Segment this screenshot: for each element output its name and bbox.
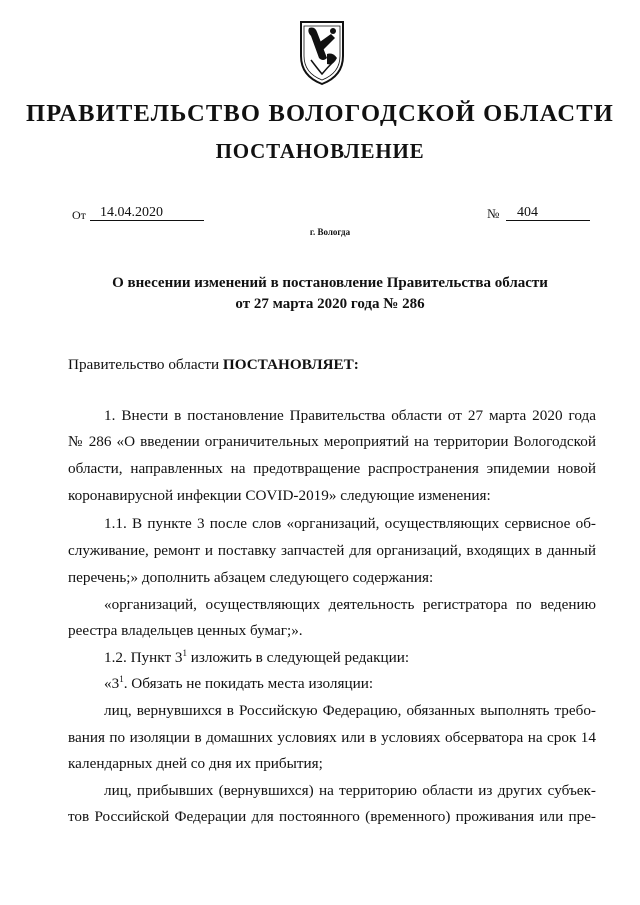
superscript: 1 (119, 674, 124, 684)
resolves-prefix: Правительство области (68, 356, 220, 373)
item-3-1-rest: . Обязать не покидать места изоляции: (123, 675, 374, 692)
body-line: лиц, прибывших (вернувшихся) на территорию области из других субъек- (104, 782, 596, 799)
body-line: лиц, вернувшихся в Российскую Федерацию, обязанных выполнять требо- (104, 702, 596, 719)
number-label: № (487, 206, 500, 221)
body-line: тов Российской Федерации для постоянного (временного) проживания или пре- (68, 808, 596, 825)
subject-line-2: от 27 марта 2020 года № 286 (235, 296, 425, 312)
body-line: 1.1. В пункте 3 после слов «организаций, осуществляющих сервисное об- (104, 515, 596, 532)
body-line: области, направленных на предотвращение распространения эпидемии новой (68, 460, 596, 477)
document-number-value: 404 (517, 205, 538, 220)
document-number (506, 205, 590, 221)
body-line: коронавирусной инфекции COVID-2019» следующие изменения: (68, 487, 491, 504)
resolves-line (68, 355, 359, 375)
body-line: 1. Внести в постановление Правительства области от 27 марта 2020 года (104, 407, 596, 424)
body-line-item-3-1 (104, 674, 373, 694)
document-date-value: 14.04.2020 (100, 205, 163, 220)
city: г. Вологда (309, 227, 351, 237)
organization-title: ПРАВИТЕЛЬСТВО ВОЛОГОДСКОЙ ОБЛАСТИ (25, 100, 615, 127)
date-label: От (72, 208, 86, 222)
body-line: «организаций, осуществляющих деятельность регистратора по ведению (104, 596, 596, 613)
body-line: № 286 «О введении ограничительных мероприятий на территории Вологодской (68, 433, 596, 450)
resolves-keyword: ПОСТАНОВЛЯЕТ: (222, 356, 359, 373)
item-1-2-rest: изложить в следующей редакции: (190, 649, 410, 666)
coat-of-arms-icon (297, 18, 347, 88)
item-1-2-prefix: 1.2. Пункт 3 (104, 649, 183, 666)
body-line: перечень;» дополнить абзацем следующего содержания: (68, 569, 434, 586)
document-type: ПОСТАНОВЛЕНИЕ (215, 139, 425, 163)
body-line: вания по изоляции в домашних условиях или в условиях обсерватора на срок 14 (68, 729, 596, 746)
body-line: календарных дней со дня их прибытия; (68, 755, 323, 772)
subject-line-1: О внесении изменений в постановление Правительства области (112, 275, 548, 291)
body-line: реестра владельцев ценных бумаг;». (68, 622, 303, 639)
document-date (90, 205, 204, 221)
body-line: служивание, ремонт и поставку запчастей для организаций, входящих в данный (68, 542, 596, 559)
body-line-item-1-2 (104, 648, 409, 668)
item-3-1-prefix: «3 (104, 675, 120, 692)
superscript: 1 (182, 648, 187, 658)
